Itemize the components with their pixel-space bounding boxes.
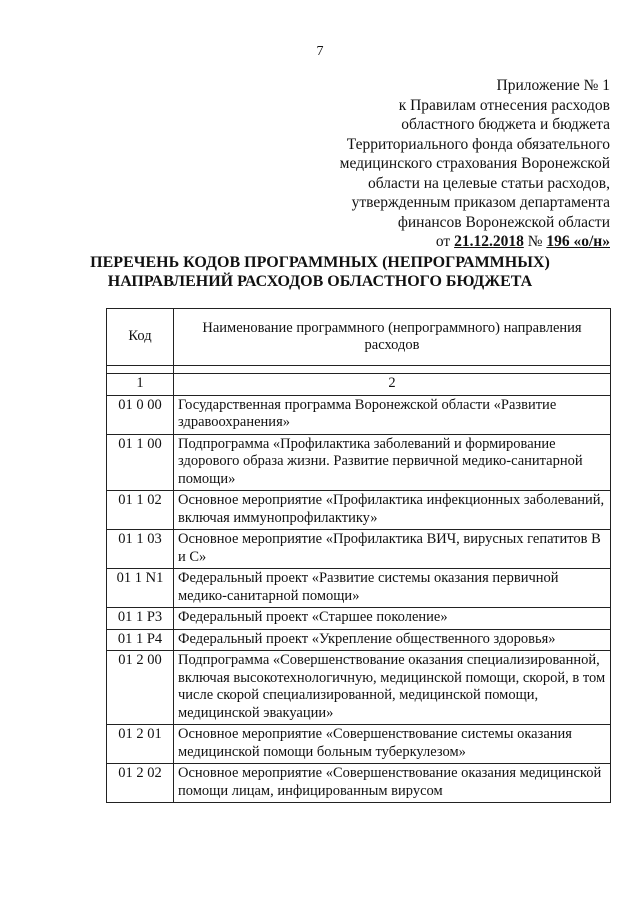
title-line-2: НАПРАВЛЕНИЙ РАСХОДОВ ОБЛАСТНОГО БЮДЖЕТА [107, 273, 533, 290]
page-number: 7 [316, 44, 324, 59]
row-name: Основное мероприятие «Профилактика ВИЧ, вирусных гепатитов В и С» [174, 530, 611, 569]
row-code: 01 1 02 [107, 491, 174, 530]
column-number: 1 [107, 374, 174, 396]
row-code: 01 0 00 [107, 395, 174, 434]
row-name: Федеральный проект «Укрепление общественного здоровья» [174, 629, 611, 651]
column-number-row [107, 374, 611, 396]
column-number: 2 [174, 374, 611, 396]
row-name: Основное мероприятие «Совершенствование оказания медицинской помощи лицам, инфицированным вирусом [174, 764, 611, 803]
table-row [107, 629, 611, 651]
table-row [107, 651, 611, 725]
row-name: Государственная программа Воронежской области «Развитие здравоохранения» [174, 395, 611, 434]
document-title [0, 253, 640, 291]
header-name: Наименование программного (непрограммного) направления расходов [174, 309, 611, 366]
table-row [107, 491, 611, 530]
appendix-block [280, 76, 610, 252]
order-number-label: № [527, 233, 543, 250]
appendix-line: областного бюджета и бюджета [401, 116, 610, 133]
order-date: 21.12.2018 [454, 233, 524, 250]
row-name: Федеральный проект «Старшее поколение» [174, 608, 611, 630]
row-code: 01 2 02 [107, 764, 174, 803]
row-code: 01 1 00 [107, 434, 174, 491]
order-number: 196 «о/н» [546, 233, 610, 250]
row-code: 01 1 P3 [107, 608, 174, 630]
appendix-line: финансов Воронежской области [397, 213, 610, 231]
table-row [107, 434, 611, 491]
appendix-line: Приложение № 1 [496, 77, 610, 94]
appendix-line: медицинского страхования Воронежской [339, 155, 610, 172]
table-row [107, 608, 611, 630]
row-code: 01 2 00 [107, 651, 174, 725]
table-row [107, 395, 611, 434]
appendix-line: области на целевые статьи расходов, [368, 174, 610, 192]
appendix-line: к Правилам отнесения расходов [398, 96, 610, 114]
row-name: Федеральный проект «Развитие системы оказания первичной медико-санитарной помощи» [174, 569, 611, 608]
appendix-line: утвержденным приказом департамента [351, 194, 610, 211]
row-code: 01 1 N1 [107, 569, 174, 608]
header-code: Код [107, 309, 174, 366]
table-row [107, 569, 611, 608]
row-name: Подпрограмма «Профилактика заболеваний и формирование здорового образа жизни. Развитие первичной медико-санитарной помощи» [174, 434, 611, 491]
table-header-row [107, 309, 611, 366]
row-name: Подпрограмма «Совершенствование оказания специализированной, включая высокотехнологичную, медицинской помощи, скорой, в том числе скорой специализированной, медицинской помощи, медицинской эвакуации» [174, 651, 611, 725]
row-code: 01 1 03 [107, 530, 174, 569]
row-name: Основное мероприятие «Профилактика инфекционных заболеваний, включая иммунопрофилактику» [174, 491, 611, 530]
row-code: 01 1 P4 [107, 629, 174, 651]
header-gap [107, 366, 611, 374]
table-row [107, 725, 611, 764]
row-name: Основное мероприятие «Совершенствование системы оказания медицинской помощи больным туберкулезом» [174, 725, 611, 764]
order-reference [280, 232, 610, 252]
codes-table [106, 308, 611, 803]
appendix-line: Территориального фонда обязательного [346, 135, 610, 153]
table-row [107, 530, 611, 569]
table-row [107, 764, 611, 803]
order-prefix: от [435, 233, 451, 250]
row-code: 01 2 01 [107, 725, 174, 764]
title-line-1: ПЕРЕЧЕНЬ КОДОВ ПРОГРАММНЫХ (НЕПРОГРАММНЫХ) [90, 254, 550, 271]
